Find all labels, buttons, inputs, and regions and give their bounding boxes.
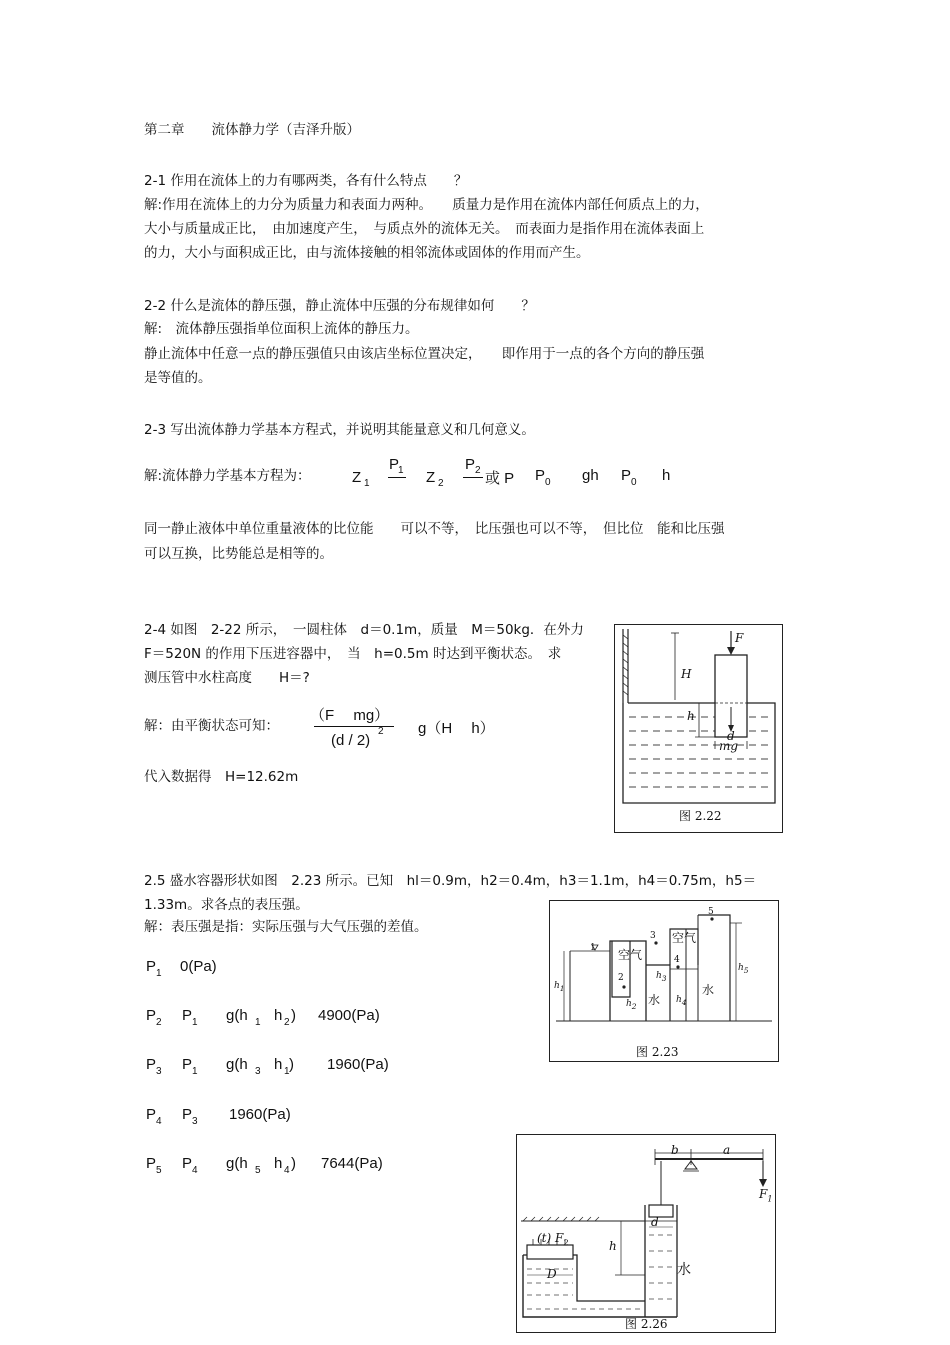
eq-p1: P xyxy=(389,456,400,473)
eq24-denominator: (d / 2) xyxy=(331,732,371,749)
eq-p1-lhs: P xyxy=(146,958,157,975)
fig23-caption: 图 2.23 xyxy=(636,1045,679,1059)
fig23-point-1: 1 xyxy=(590,943,596,953)
eq-p5-b: h xyxy=(274,1155,283,1172)
chapter-title: 第二章 流体静力学（吉泽升版） xyxy=(144,122,360,138)
eq24-numerator: （F mg） xyxy=(310,707,390,724)
fig23-label-water-2: 水 xyxy=(702,983,715,997)
eq-p2: P xyxy=(465,456,476,473)
answer-2-2-line-2: 静止流体中任意一点的静压强值只由该店坐标位置决定， 即作用于一点的各个方向的静压强 xyxy=(144,346,705,362)
eq-z1: Z xyxy=(352,469,362,486)
eq-p4-p-sub: 3 xyxy=(192,1116,198,1127)
answer-2-5-intro: 解：表压强是指：实际压强与大气压强的差值。 xyxy=(144,919,428,935)
eq-p5-a: 5 xyxy=(255,1165,261,1176)
question-2-4-line-3: 测压管中水柱高度 H＝? xyxy=(144,670,310,686)
eq-p2-p: P xyxy=(182,1007,193,1024)
eq-p5-p: P xyxy=(182,1155,193,1172)
eq-p2-lhs-sub: 2 xyxy=(156,1017,162,1028)
fig26-label-h: h xyxy=(609,1239,617,1253)
figure-2-22 xyxy=(614,624,783,833)
eq-p3-close: ) xyxy=(289,1056,294,1073)
figure-2-26 xyxy=(516,1134,776,1333)
fig26-label-F2: (t) $F_2$ xyxy=(537,1231,569,1248)
fig26-label-d: d xyxy=(651,1215,659,1229)
fig23-label-h3: $h_3$ xyxy=(656,971,667,983)
question-2-4-line-2: F＝520N 的作用下压进容器中， 当 h=0.5m 时达到平衡状态。 求 xyxy=(144,646,562,662)
question-2-1: 2-1 作用在流体上的力有哪两类，各有什么特点 ？ xyxy=(144,173,468,189)
eq-h: h xyxy=(662,467,671,484)
question-2-3: 2-3 写出流体静力学基本方程式，并说明其能量意义和几何意义。 xyxy=(144,422,535,438)
fig23-label-h2: $h_2$ xyxy=(626,999,637,1011)
eq-p4-lhs-sub: 4 xyxy=(156,1116,162,1127)
eq-p4-lhs: P xyxy=(146,1106,157,1123)
eq-p2-b: h xyxy=(274,1007,283,1024)
explain-2-3-line-1: 同一静止液体中单位重量液体的比位能 可以不等， 比压强也可以不等， 但比位 能和比压强 xyxy=(144,521,725,537)
question-2-2: 2-2 什么是流体的静压强，静止流体中压强的分布规律如何 ？ xyxy=(144,298,535,314)
fig23-point-5: 5 xyxy=(708,907,714,917)
eq-p5-lhs-sub: 5 xyxy=(156,1165,162,1176)
fig26-label-water: 水 xyxy=(677,1262,691,1278)
fig26-caption: 图 2.26 xyxy=(625,1317,668,1331)
eq-p3-lhs: P xyxy=(146,1056,157,1073)
answer-2-4-prefix: 解：由平衡状态可知： xyxy=(144,718,279,734)
eq-z2-sub: 2 xyxy=(438,478,444,489)
answer-2-2-line-3: 是等值的。 xyxy=(144,370,212,386)
eq-p0-sub: 0 xyxy=(545,477,551,488)
figure-2-23 xyxy=(549,900,779,1062)
eq-p5-close: ) xyxy=(291,1155,296,1172)
eq-fraction-bar-2 xyxy=(463,477,483,478)
answer-2-3-prefix: 解:流体静力学基本方程为： xyxy=(144,468,311,484)
eq-p5-lhs: P xyxy=(146,1155,157,1172)
fig22-label-F: F xyxy=(735,631,744,645)
fig26-label-b: b xyxy=(671,1143,679,1157)
eq-p0b: P xyxy=(621,467,632,484)
eq-p2-g: g(h xyxy=(226,1007,248,1024)
fig26-label-D: D xyxy=(547,1267,557,1281)
eq-p4-p: P xyxy=(182,1106,193,1123)
eq-p0b-sub: 0 xyxy=(631,477,637,488)
eq-z2: Z xyxy=(426,469,436,486)
fig23-label-air-2: 空气 xyxy=(672,931,697,945)
answer-2-2-line-1: 解: 流体静压强指单位面积上流体的静压力。 xyxy=(144,321,419,337)
eq-gh: gh xyxy=(582,467,599,484)
question-2-4-line-1: 2-4 如图 2-22 所示， 一圆柱体 d＝0.1m，质量 M＝50kg．在外力 xyxy=(144,622,584,638)
fig23-point-2: 2 xyxy=(618,973,624,983)
eq-p2-a: 1 xyxy=(255,1017,261,1028)
fig22-label-d: d xyxy=(727,729,735,743)
fig23-label-h4: $h_4$ xyxy=(676,995,687,1007)
result-2-4: 代入数据得 H=12.62m xyxy=(144,769,299,785)
eq-p0: P xyxy=(535,467,546,484)
fig23-label-air-1: 空气 xyxy=(618,948,643,962)
fig22-label-h: h xyxy=(687,709,695,723)
fig23-label-h1: $h_1$ xyxy=(554,981,565,993)
eq-or-p: 或 P xyxy=(485,470,515,487)
fig23-point-4: 4 xyxy=(674,955,680,965)
eq-p3-a: 3 xyxy=(255,1066,261,1077)
fig22-label-H: H xyxy=(681,667,692,681)
eq-p3-value: 1960(Pa) xyxy=(327,1056,389,1073)
eq-p1-lhs-sub: 1 xyxy=(156,968,162,979)
eq-p5-value: 7644(Pa) xyxy=(321,1155,383,1172)
eq-p2-b-sub: 2 xyxy=(284,1017,290,1028)
eq-p1-value: 0(Pa) xyxy=(180,958,217,975)
fig22-label-mg: mg xyxy=(719,739,739,753)
fig26-label-F1: $F_1$ xyxy=(759,1187,773,1204)
eq-p2-p-sub: 1 xyxy=(192,1017,198,1028)
eq-p3-p: P xyxy=(182,1056,193,1073)
eq-fraction-bar-1 xyxy=(388,477,406,478)
eq-p3-g: g(h xyxy=(226,1056,248,1073)
explain-2-3-line-2: 可以互换，比势能总是相等的。 xyxy=(144,546,333,562)
eq-p4-value: 1960(Pa) xyxy=(229,1106,291,1123)
eq-p3-b: h xyxy=(274,1056,283,1073)
question-2-5-line-1: 2.5 盛水容器形状如图 2.23 所示。已知 hl＝0.9m，h2＝0.4m，h3＝1.1m，h4＝0.75m，h5＝ xyxy=(144,873,757,889)
eq-p2-sub: 2 xyxy=(475,465,481,476)
answer-2-1-line-2: 大小与质量成正比， 由加速度产生， 与质点外的流体无关。 而表面力是指作用在流体表面上 xyxy=(144,221,705,237)
eq-p3-b-sub: 1 xyxy=(284,1066,290,1077)
question-2-5-line-2: 1.33m。求各点的表压强。 xyxy=(144,897,309,913)
fig23-label-water-1: 水 xyxy=(648,993,661,1007)
eq-p1-sub: 1 xyxy=(398,465,404,476)
eq-p2-value: 4900(Pa) xyxy=(318,1007,380,1024)
eq-p2-lhs: P xyxy=(146,1007,157,1024)
answer-2-1-line-3: 的力，大小与面积成正比，由与流体接触的相邻流体或固体的作用而产生。 xyxy=(144,245,590,261)
eq24-rhs: g（H h） xyxy=(418,720,495,737)
fig23-label-h5: $h_5$ xyxy=(738,963,749,975)
eq24-den-exponent: 2 xyxy=(378,726,384,737)
eq-p2-close: ) xyxy=(291,1007,296,1024)
eq-p3-p-sub: 1 xyxy=(192,1066,198,1077)
fig26-label-a: a xyxy=(723,1143,731,1157)
eq-z1-sub: 1 xyxy=(364,478,370,489)
eq-p5-b-sub: 4 xyxy=(284,1165,290,1176)
fig23-point-3: 3 xyxy=(650,931,656,941)
eq-p3-lhs-sub: 3 xyxy=(156,1066,162,1077)
fig22-caption: 图 2.22 xyxy=(679,809,722,823)
eq-p5-p-sub: 4 xyxy=(192,1165,198,1176)
answer-2-1-line-1: 解:作用在流体上的力分为质量力和表面力两种。 质量力是作用在流体内部任何质点上的力， xyxy=(144,197,709,213)
eq-p5-g: g(h xyxy=(226,1155,248,1172)
